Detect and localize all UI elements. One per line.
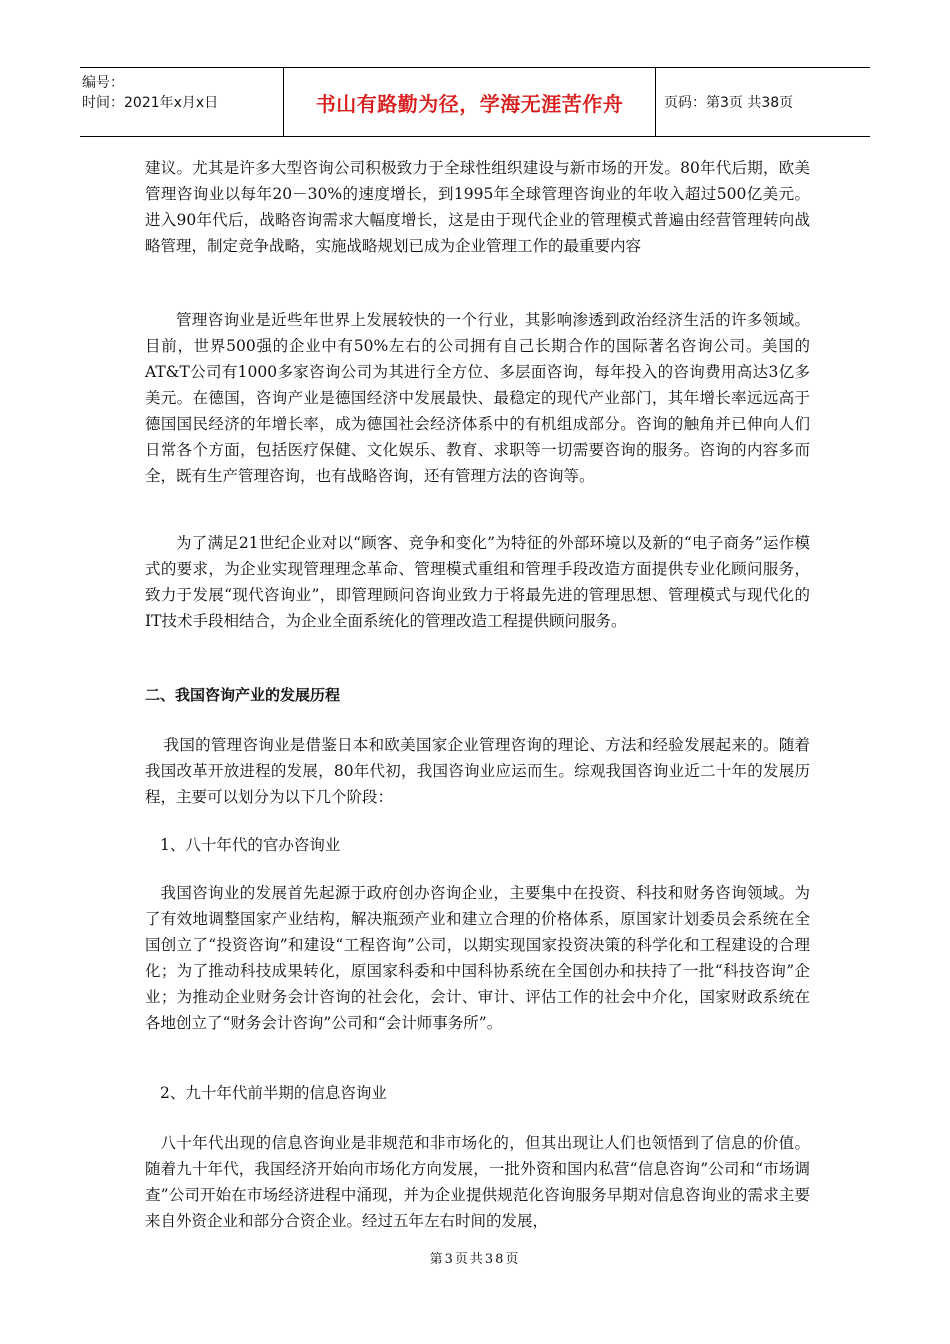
header-page-info-cell — [656, 68, 870, 136]
paragraph-4: 我国的管理咨询业是借鉴日本和欧美国家企业管理咨询的理论、方法和经验发展起来的。随着我国改革开放进程的发展，80年代初，我国咨询业应运而生。综观我国咨询业近二十年的发展历程，主要可以划分为以下几个阶段： — [145, 736, 810, 806]
serial-label: 编号： — [82, 75, 124, 91]
subsection-1-title: 1、八十年代的官办咨询业 — [160, 836, 341, 854]
header-motto: 书山有路勤为径，学海无涯苦作舟 — [315, 91, 624, 116]
subsection-2-title: 2、九十年代前半期的信息咨询业 — [160, 1084, 387, 1102]
header-motto-cell — [283, 68, 656, 136]
paragraph-5: 我国咨询业的发展首先起源于政府创办咨询企业，主要集中在投资、科技和财务咨询领域。为了有效地调整国家产业结构，解决瓶颈产业和建立合理的价格体系，原国家计划委员会系统在全国创立了“投资咨询”和建设“工程咨询”公司，以期实现国家投资决策的科学化和工程建设的合理化；为了推动科技成果转化，原国家科委和中国科协系统在全国创办和扶持了一批“科技咨询”企业；为推动企业财务会计咨询的社会化，会计、审计、评估工作的社会中介化，国家财政系统在各地创立了“财务会计咨询”公司和“会计师事务所”。 — [145, 884, 810, 1032]
page-header — [80, 67, 870, 137]
paragraph-4-block — [145, 732, 810, 810]
section-2-heading-block — [145, 682, 810, 708]
paragraph-3-block — [145, 530, 810, 634]
paragraph-2-block — [145, 307, 810, 489]
paragraph-6-block — [145, 1130, 810, 1234]
subsection-1-block — [160, 832, 825, 858]
section-2-heading: 二、我国咨询产业的发展历程 — [145, 686, 341, 704]
subsection-2-block — [160, 1080, 825, 1106]
header-left-cell — [80, 68, 283, 136]
paragraph-3: 为了满足21世纪企业对以“顾客、竞争和变化”为特征的外部环境以及新的“电子商务”运作模式的要求，为企业实现管理理念革命、管理模式重组和管理手段改造方面提供专业化顾问服务，致力于发展“现代咨询业”，即管理顾问咨询业致力于将最先进的管理思想、管理模式与现代化的IT技术手段相结合，为企业全面系统化的管理改造工程提供顾问服务。 — [145, 534, 810, 630]
paragraph-1: 建议。尤其是许多大型咨询公司积极致力于全球性组织建设与新市场的开发。80年代后期，欧美管理咨询业以每年20－30%的速度增长，到1995年全球管理咨询业的年收入超过500亿美元。进入90年代后，战略咨询需求大幅度增长，这是由于现代企业的管理模式普遍由经营管理转向战略管理，制定竞争战略，实施战略规划已成为企业管理工作的最重要内容 — [145, 159, 810, 255]
date-line: 时间：2021年x月x日 — [82, 95, 219, 111]
footer-page-text: 第3页共38页 — [429, 1252, 521, 1267]
paragraph-1-block — [145, 155, 810, 259]
paragraph-2: 管理咨询业是近些年世界上发展较快的一个行业，其影响渗透到政治经济生活的许多领域。目前，世界500强的企业中有50%左右的公司拥有自己长期合作的国际著名咨询公司。美国的AT&T公司有1000多家咨询公司为其进行全方位、多层面咨询，每年投入的咨询费用高达3亿多美元。在德国，咨询产业是德国经济中发展最快、最稳定的现代产业部门，其年增长率远远高于德国国民经济的年增长率，成为德国社会经济体系中的有机组成部分。咨询的触角并已伸向人们日常各个方面，包括医疗保健、文化娱乐、教育、求职等一切需要咨询的服务。咨询的内容多而全，既有生产管理咨询，也有战略咨询，还有管理方法的咨询等。 — [145, 311, 810, 485]
paragraph-6: 八十年代出现的信息咨询业是非规范和非市场化的，但其出现让人们也领悟到了信息的价值。随着九十年代，我国经济开始向市场化方向发展，一批外资和国内私营“信息咨询”公司和“市场调查”公司开始在市场经济进程中涌现，并为企业提供规范化咨询服务早期对信息咨询业的需求主要来自外资企业和部分合资企业。经过五年左右时间的发展， — [145, 1134, 810, 1230]
page-footer — [0, 1248, 950, 1267]
paragraph-5-block — [145, 880, 810, 1036]
header-page-info: 页码：第3页 共38页 — [664, 95, 794, 111]
